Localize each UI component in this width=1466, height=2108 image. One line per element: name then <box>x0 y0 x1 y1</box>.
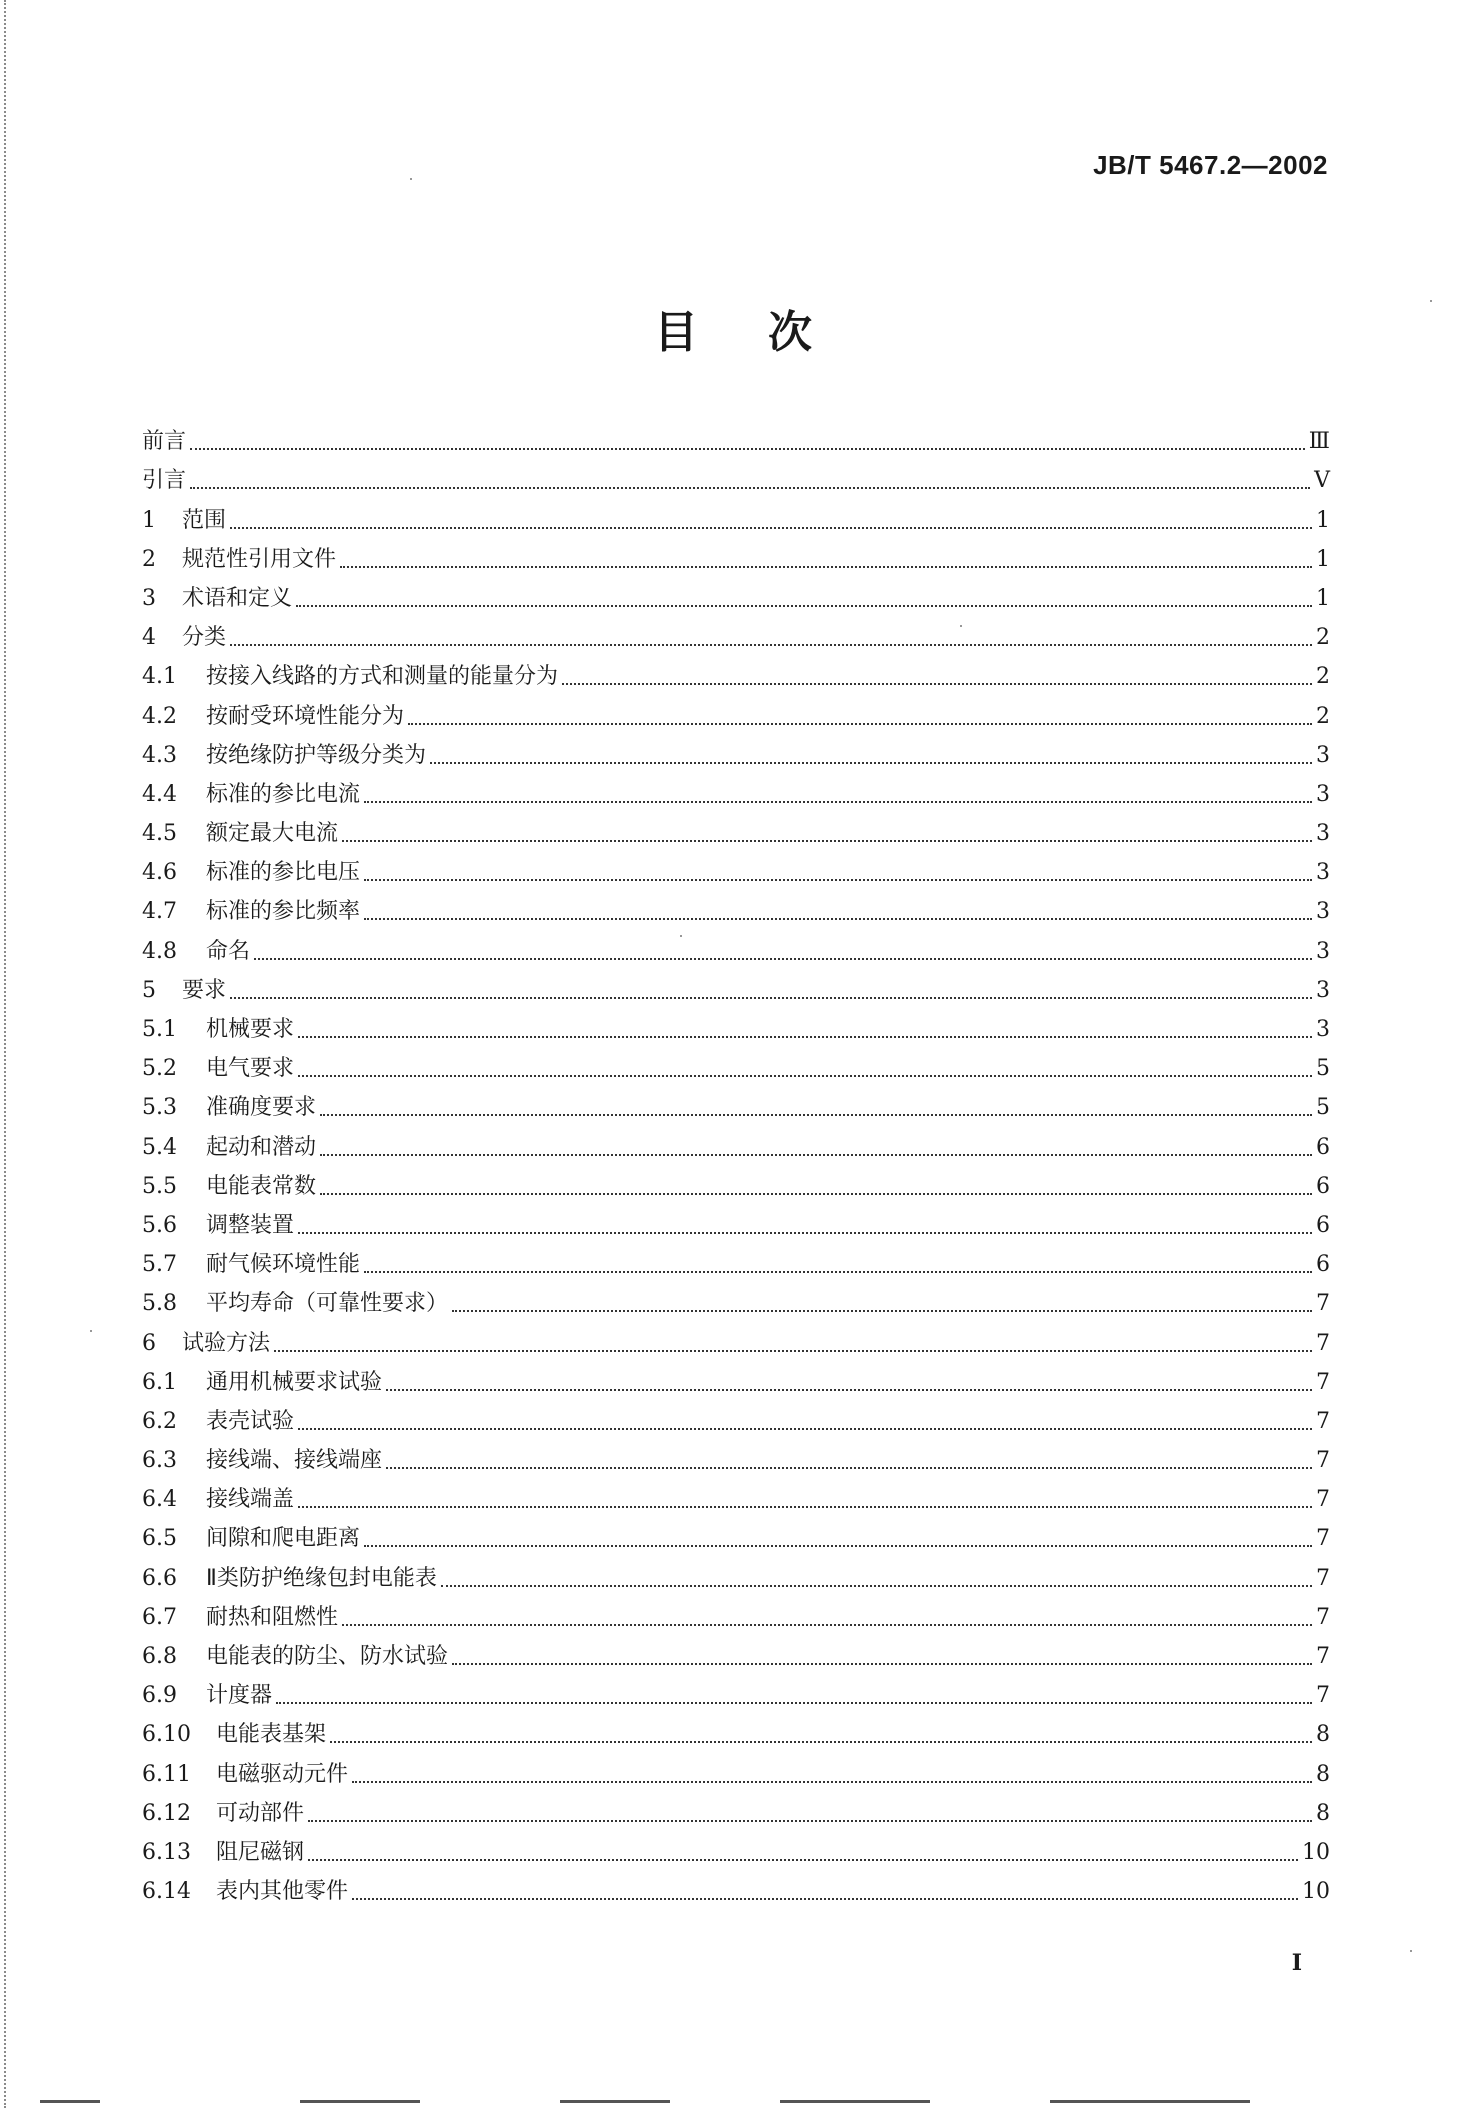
toc-entry-number: 4.3 <box>142 742 177 768</box>
toc-entry-number: 5 <box>142 977 156 1003</box>
toc-entry-page: 8 <box>1316 1761 1330 1787</box>
toc-entry-page: Ⅲ <box>1308 429 1330 455</box>
toc-entry-label: 要求 <box>182 977 227 1003</box>
toc-entry-label: 电磁驱动元件 <box>216 1761 349 1787</box>
toc-entry-page: 6 <box>1316 1212 1330 1238</box>
toc-entry-number: 4.6 <box>142 860 177 886</box>
toc-entry-label: 机械要求 <box>206 1017 295 1042</box>
toc-entry <box>142 1707 1330 1746</box>
toc-entry <box>142 1433 1330 1472</box>
toc-entry <box>142 492 1330 531</box>
toc-entry <box>142 963 1330 1002</box>
toc-entry-page: 3 <box>1316 938 1330 964</box>
toc-dot-leader <box>298 1075 1312 1077</box>
toc-dot-leader <box>562 683 1312 685</box>
toc-dot-leader <box>296 605 1312 607</box>
toc-entry-label: Ⅱ类防护绝缘包封电能表 <box>206 1565 437 1591</box>
toc-entry-page: 3 <box>1316 860 1330 886</box>
toc-entry <box>142 1864 1330 1903</box>
toc-entry-number: 6.8 <box>142 1644 177 1669</box>
toc-entry-number: 3 <box>142 585 156 611</box>
toc-dot-leader <box>342 840 1312 842</box>
toc-entry-number: 5.6 <box>142 1212 177 1238</box>
toc-entry-page: 3 <box>1316 781 1330 807</box>
toc-entry-number: 6.14 <box>142 1879 191 1905</box>
toc-entry <box>142 1786 1330 1825</box>
toc-entry-number: 6.7 <box>142 1604 177 1630</box>
toc-dot-leader <box>298 1506 1312 1508</box>
toc-entry-label: 计度器 <box>206 1683 273 1709</box>
toc-entry-label: 引言 <box>142 468 187 494</box>
scan-edge-bar <box>780 2100 930 2103</box>
toc-dot-leader <box>364 1545 1312 1547</box>
toc-entry-number: 5.1 <box>142 1017 177 1042</box>
toc-entry-page: 7 <box>1316 1369 1330 1395</box>
table-of-contents <box>142 414 1330 1903</box>
toc-entry-page: 10 <box>1302 1879 1330 1905</box>
toc-entry-label: 范围 <box>182 507 227 533</box>
toc-entry-label: 耐气候环境性能 <box>206 1252 361 1278</box>
toc-dot-leader <box>386 1389 1312 1391</box>
toc-entry <box>142 1746 1330 1785</box>
scan-edge-bar <box>560 2100 670 2103</box>
toc-entry-label: 试验方法 <box>182 1330 271 1356</box>
toc-entry-page: 3 <box>1316 1017 1330 1042</box>
toc-entry <box>142 1315 1330 1354</box>
toc-entry <box>142 1394 1330 1433</box>
toc-dot-leader <box>364 918 1312 920</box>
toc-entry-label: 前言 <box>142 429 187 455</box>
toc-entry-label: 耐热和阻燃性 <box>206 1604 339 1630</box>
toc-entry-number: 4.2 <box>142 703 177 729</box>
toc-entry-number: 4.5 <box>142 821 177 847</box>
toc-entry <box>142 1276 1330 1315</box>
toc-dot-leader <box>320 1154 1312 1156</box>
toc-entry-label: 间隙和爬电距离 <box>206 1526 361 1552</box>
toc-entry <box>142 1119 1330 1158</box>
toc-entry-number: 5.8 <box>142 1291 177 1317</box>
toc-dot-leader <box>230 997 1312 999</box>
toc-dot-leader <box>452 1310 1312 1312</box>
toc-dot-leader <box>230 644 1312 646</box>
toc-entry-label: 电能表基架 <box>216 1722 327 1748</box>
toc-dot-leader <box>320 1193 1312 1195</box>
toc-entry-page: 1 <box>1316 585 1330 611</box>
toc-entry-page: 7 <box>1316 1408 1330 1434</box>
toc-entry <box>142 1550 1330 1589</box>
scan-edge-bar <box>300 2100 420 2103</box>
toc-entry-label: 平均寿命（可靠性要求） <box>206 1291 449 1317</box>
toc-entry-page: 7 <box>1316 1644 1330 1669</box>
toc-entry-page: V <box>1314 468 1330 494</box>
toc-entry-number: 4.8 <box>142 938 177 964</box>
toc-entry-number: 6.13 <box>142 1839 191 1865</box>
toc-entry-number: 6 <box>142 1330 156 1356</box>
toc-entry-number: 4.7 <box>142 899 177 925</box>
toc-entry-number: 6.10 <box>142 1722 191 1748</box>
toc-dot-leader <box>340 566 1312 568</box>
toc-entry-number: 4.4 <box>142 781 177 807</box>
toc-entry-page: 7 <box>1316 1487 1330 1513</box>
toc-entry-label: 按耐受环境性能分为 <box>206 703 405 729</box>
toc-dot-leader <box>352 1898 1298 1900</box>
toc-entry-label: 电能表常数 <box>206 1173 317 1199</box>
toc-dot-leader <box>364 1271 1312 1273</box>
toc-entry-label: 标准的参比电压 <box>206 860 361 886</box>
toc-entry-label: 起动和潜动 <box>206 1134 317 1160</box>
toc-entry-number: 6.5 <box>142 1526 177 1552</box>
toc-entry-label: 按接入线路的方式和测量的能量分为 <box>206 664 559 690</box>
toc-entry <box>142 884 1330 923</box>
toc-entry <box>142 532 1330 571</box>
toc-entry <box>142 1159 1330 1198</box>
toc-dot-leader <box>386 1467 1312 1469</box>
toc-entry-number: 2 <box>142 546 156 572</box>
toc-entry-number: 6.11 <box>142 1761 191 1787</box>
toc-entry-page: 10 <box>1302 1839 1330 1865</box>
toc-entry-page: 7 <box>1316 1291 1330 1317</box>
toc-entry-number: 6.12 <box>142 1800 191 1826</box>
toc-entry-label: 接线端盖 <box>206 1487 295 1513</box>
toc-entry-number: 6.2 <box>142 1408 177 1434</box>
toc-entry <box>142 1590 1330 1629</box>
toc-entry <box>142 1511 1330 1550</box>
scan-speck <box>1430 300 1432 302</box>
toc-entry-number: 4 <box>142 625 156 651</box>
toc-entry-label: 电气要求 <box>206 1056 295 1082</box>
toc-entry-page: 7 <box>1316 1448 1330 1474</box>
toc-dot-leader <box>254 958 1312 960</box>
toc-entry-label: 通用机械要求试验 <box>206 1369 383 1395</box>
toc-dot-leader <box>320 1114 1312 1116</box>
toc-entry-number: 6.3 <box>142 1448 177 1474</box>
toc-entry-page: 7 <box>1316 1330 1330 1356</box>
scan-speck <box>1410 1950 1412 1952</box>
toc-entry-label: 标准的参比频率 <box>206 899 361 925</box>
toc-entry-number: 6.9 <box>142 1683 177 1709</box>
toc-entry <box>142 845 1330 884</box>
scan-edge-bar <box>40 2100 100 2103</box>
toc-entry-number: 1 <box>142 507 156 533</box>
toc-entry-number: 5.5 <box>142 1173 177 1199</box>
toc-entry <box>142 1041 1330 1080</box>
toc-dot-leader <box>441 1585 1312 1587</box>
toc-dot-leader <box>298 1428 1312 1430</box>
toc-dot-leader <box>452 1663 1312 1665</box>
scan-speck <box>960 625 962 627</box>
toc-dot-leader <box>190 448 1305 450</box>
toc-entry-label: 接线端、接线端座 <box>206 1448 383 1474</box>
scan-speck <box>680 935 682 937</box>
toc-entry-number: 6.6 <box>142 1565 177 1591</box>
standard-code: JB/T 5467.2—2002 <box>1093 150 1328 180</box>
toc-entry <box>142 1237 1330 1276</box>
toc-entry-page: 2 <box>1316 625 1330 651</box>
toc-entry-number: 6.1 <box>142 1369 177 1395</box>
toc-entry <box>142 1472 1330 1511</box>
toc-entry-page: 2 <box>1316 703 1330 729</box>
toc-entry-page: 7 <box>1316 1526 1330 1552</box>
toc-entry-number: 6.4 <box>142 1487 177 1513</box>
toc-entry-page: 3 <box>1316 899 1330 925</box>
toc-dot-leader <box>308 1820 1312 1822</box>
page-number: I <box>1291 1950 1302 1976</box>
toc-entry-page: 8 <box>1316 1722 1330 1748</box>
toc-dot-leader <box>330 1741 1312 1743</box>
toc-entry <box>142 1355 1330 1394</box>
toc-dot-leader <box>190 487 1310 489</box>
toc-entry-label: 分类 <box>182 625 227 651</box>
toc-entry <box>142 1198 1330 1237</box>
toc-dot-leader <box>408 723 1312 725</box>
toc-entry-page: 5 <box>1316 1095 1330 1121</box>
toc-entry <box>142 1080 1330 1119</box>
toc-entry <box>142 1002 1330 1041</box>
toc-entry-page: 8 <box>1316 1800 1330 1826</box>
toc-entry-label: 命名 <box>206 938 251 964</box>
toc-dot-leader <box>352 1781 1312 1783</box>
toc-entry <box>142 453 1330 492</box>
toc-entry-page: 3 <box>1316 821 1330 847</box>
toc-entry-page: 6 <box>1316 1252 1330 1278</box>
scan-speck <box>90 1330 92 1332</box>
toc-entry-number: 5.4 <box>142 1134 177 1160</box>
toc-entry-number: 5.3 <box>142 1095 177 1121</box>
toc-entry-label: 按绝缘防护等级分类为 <box>206 742 427 768</box>
toc-dot-leader <box>342 1624 1312 1626</box>
toc-entry-label: 可动部件 <box>216 1800 305 1826</box>
toc-entry <box>142 1825 1330 1864</box>
toc-entry-label: 表内其他零件 <box>216 1879 349 1905</box>
toc-entry-page: 5 <box>1316 1056 1330 1082</box>
toc-entry-label: 表壳试验 <box>206 1408 295 1434</box>
scan-speck <box>410 178 412 180</box>
toc-dot-leader <box>430 762 1312 764</box>
toc-entry-page: 6 <box>1316 1173 1330 1199</box>
toc-entry-page: 7 <box>1316 1683 1330 1709</box>
toc-entry <box>142 1629 1330 1668</box>
toc-entry-label: 额定最大电流 <box>206 821 339 847</box>
toc-dot-leader <box>274 1350 1312 1352</box>
scan-edge-bar <box>1050 2100 1250 2103</box>
toc-entry-number: 5.2 <box>142 1056 177 1082</box>
toc-dot-leader <box>308 1859 1298 1861</box>
toc-entry <box>142 923 1330 962</box>
page-title: 目次 <box>654 307 882 358</box>
toc-entry <box>142 1668 1330 1707</box>
toc-dot-leader <box>364 879 1312 881</box>
toc-entry-label: 阻尼磁钢 <box>216 1839 305 1865</box>
toc-entry <box>142 649 1330 688</box>
toc-dot-leader <box>230 527 1312 529</box>
toc-entry-number: 5.7 <box>142 1252 177 1278</box>
toc-entry <box>142 728 1330 767</box>
toc-entry <box>142 571 1330 610</box>
toc-entry-page: 7 <box>1316 1604 1330 1630</box>
toc-entry-number: 4.1 <box>142 664 177 690</box>
toc-entry <box>142 414 1330 453</box>
toc-entry <box>142 806 1330 845</box>
toc-entry-page: 7 <box>1316 1565 1330 1591</box>
toc-entry-page: 1 <box>1316 507 1330 533</box>
toc-entry <box>142 767 1330 806</box>
toc-entry-label: 术语和定义 <box>182 585 293 611</box>
toc-entry <box>142 688 1330 727</box>
toc-entry-label: 准确度要求 <box>206 1095 317 1121</box>
toc-entry-label: 调整装置 <box>206 1212 295 1238</box>
toc-entry-page: 3 <box>1316 742 1330 768</box>
toc-entry-label: 标准的参比电流 <box>206 781 361 807</box>
toc-dot-leader <box>298 1036 1312 1038</box>
toc-entry-page: 1 <box>1316 546 1330 572</box>
toc-entry-page: 3 <box>1316 977 1330 1003</box>
toc-entry-label: 规范性引用文件 <box>182 546 337 572</box>
toc-entry-label: 电能表的防尘、防水试验 <box>206 1644 449 1669</box>
toc-entry-page: 2 <box>1316 664 1330 690</box>
toc-dot-leader <box>364 801 1312 803</box>
toc-dot-leader <box>298 1232 1312 1234</box>
toc-entry <box>142 610 1330 649</box>
toc-entry-page: 6 <box>1316 1134 1330 1160</box>
toc-dot-leader <box>276 1702 1312 1704</box>
